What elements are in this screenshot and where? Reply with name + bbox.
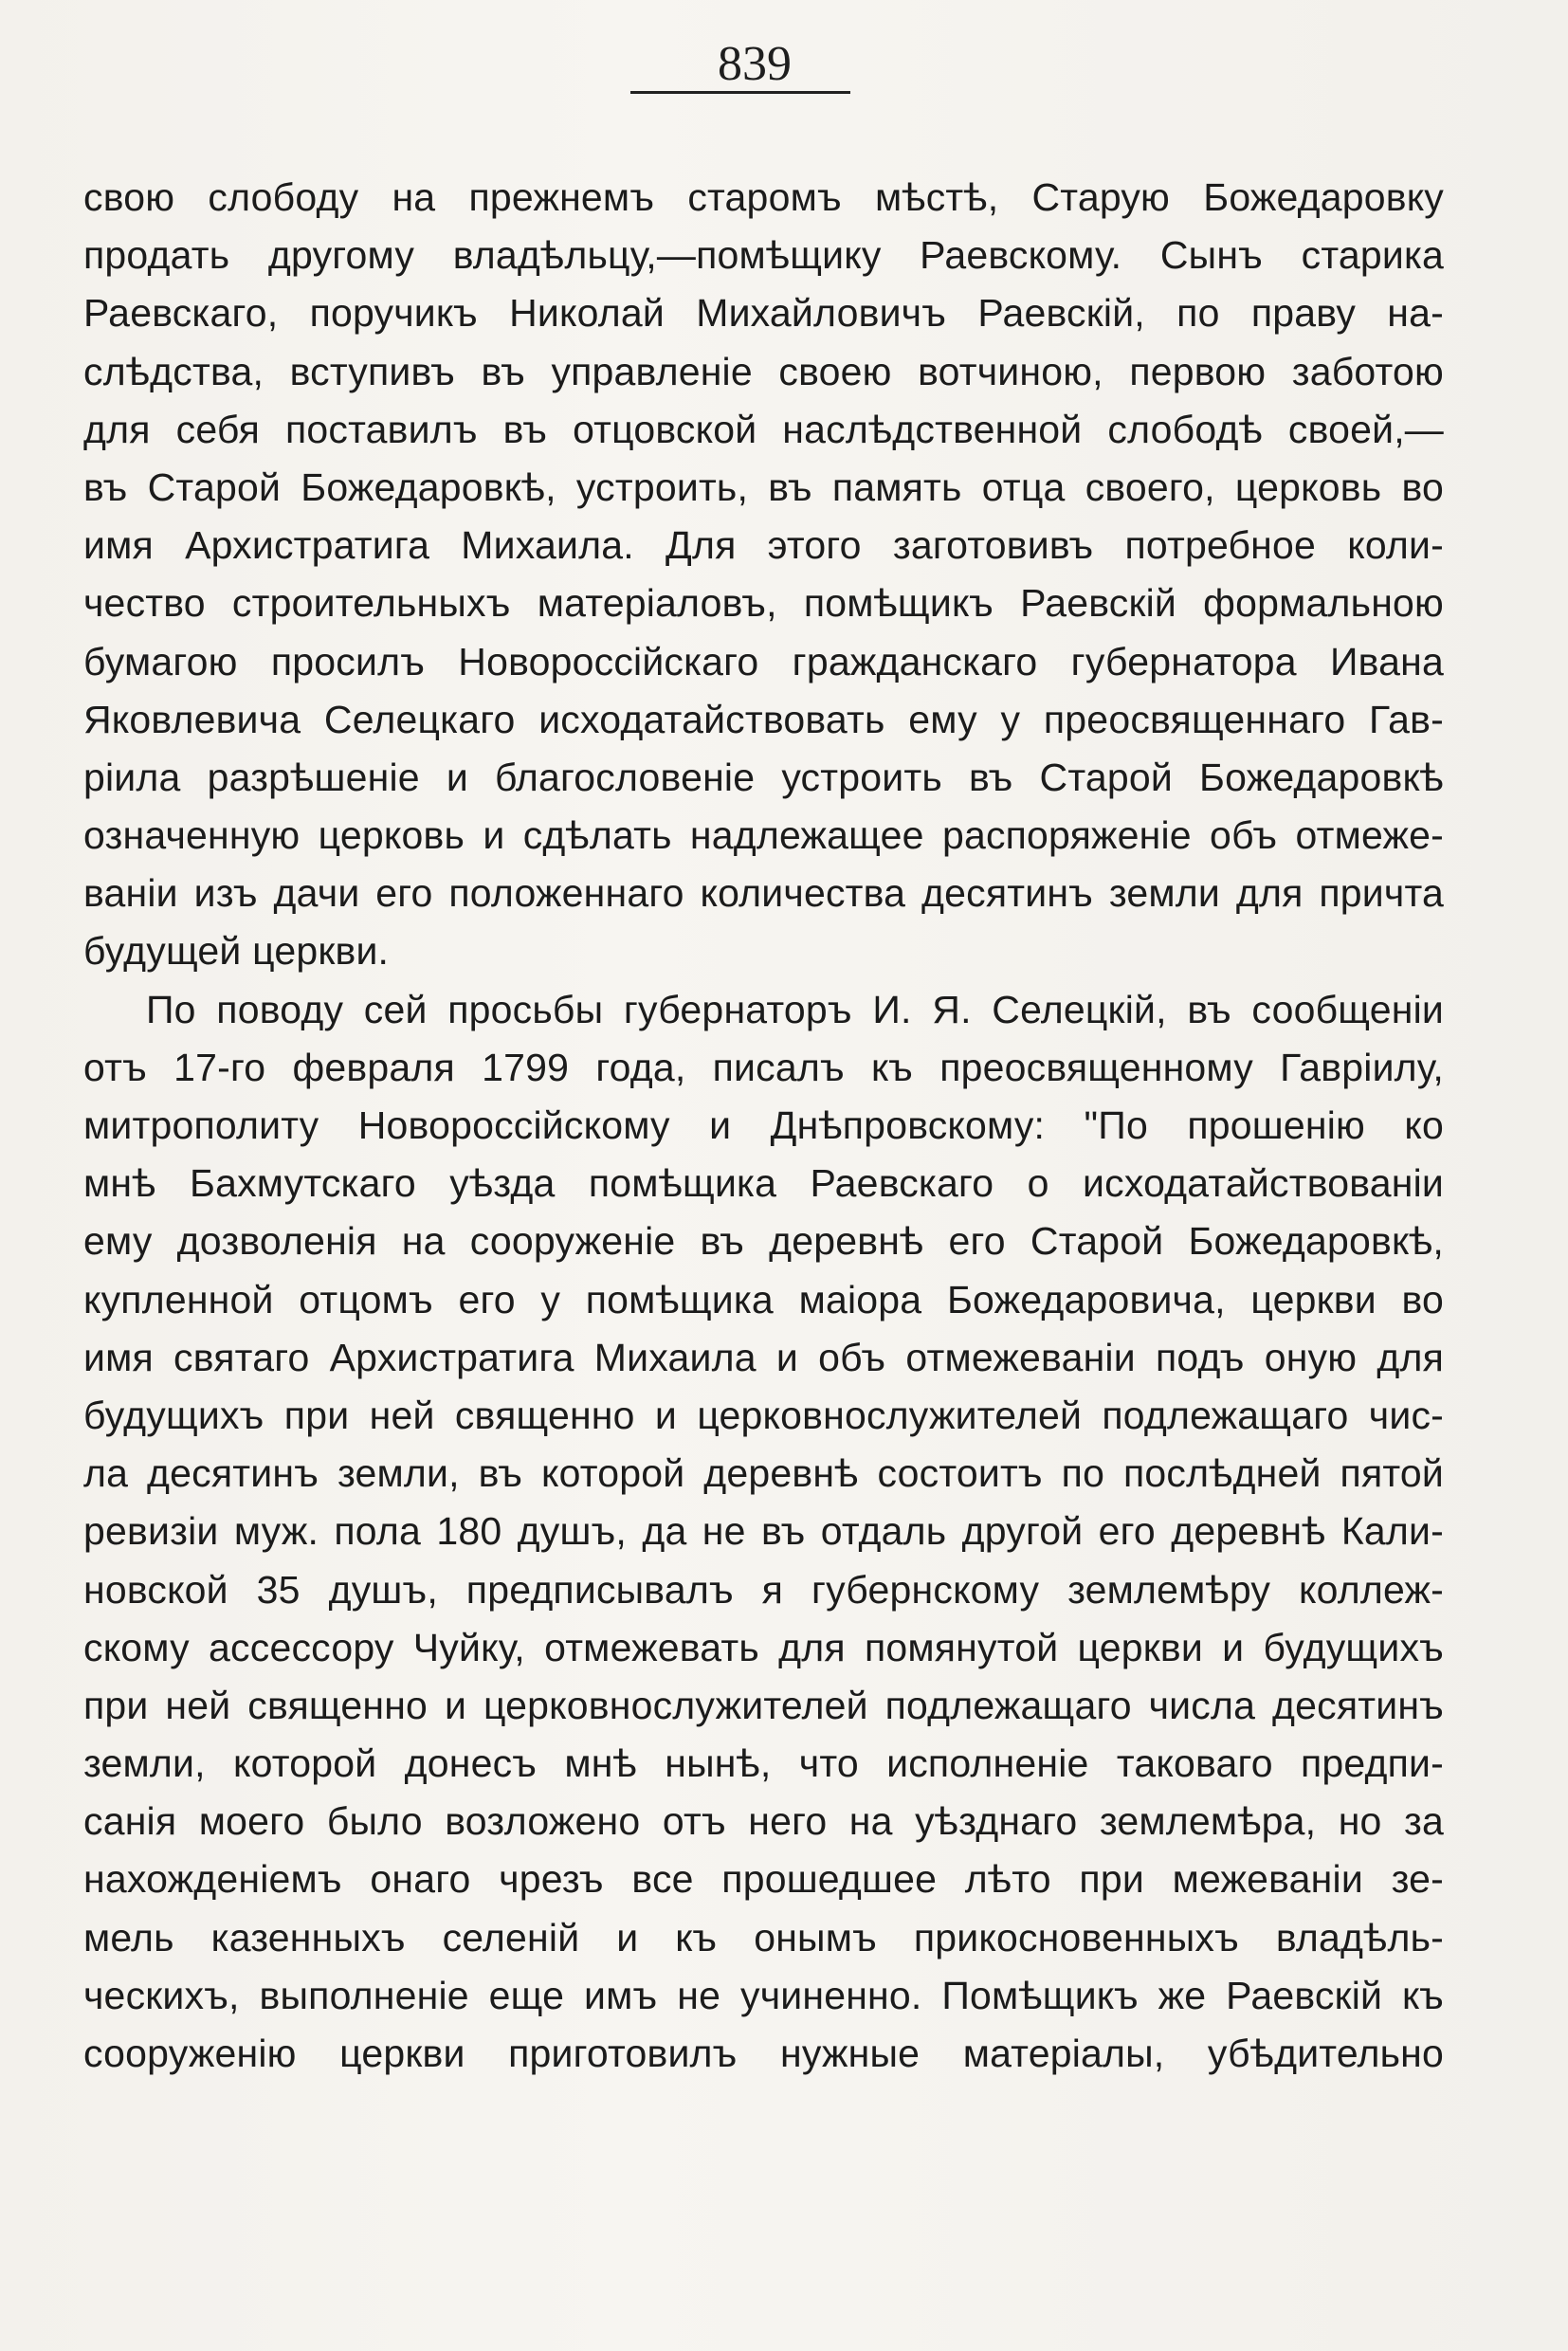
text-line: свою слободу на прежнемъ старомъ мѣстѣ, Старую Божедаровку: [83, 175, 1444, 219]
text-line: земли, которой донесъ мнѣ нынѣ, что исполненіе таковаго предпи-: [83, 1741, 1444, 1786]
page-number: 839: [718, 37, 792, 91]
text-line: сооруженію церкви приготовилъ нужные матеріалы, убѣдительно: [83, 2032, 1444, 2075]
text-line: будущихъ при ней священно и церковнослужителей подлежащаго чис-: [83, 1393, 1444, 1437]
text-line: ріила разрѣшеніе и благословеніе устроить въ Старой Божедаровкѣ: [83, 755, 1444, 799]
text-line: при ней священно и церковнослужителей подлежащаго числа десятинъ: [83, 1683, 1444, 1727]
text-line: ему дозволенія на сооруженіе въ деревнѣ его Старой Божедаровкѣ,: [83, 1219, 1444, 1264]
text-line: По поводу сей просьбы губернаторъ И. Я. Селецкій, въ сообщеніи: [146, 987, 1444, 1031]
text-line: ческихъ, выполненіе еще имъ не учиненно. Помѣщикъ же Раевскій къ: [83, 1973, 1444, 2017]
text-line: въ Старой Божедаровкѣ, устроить, въ память отца своего, церковь во: [83, 465, 1444, 509]
body-text: [83, 169, 1444, 2083]
text-line: Раевскаго, поручикъ Николай Михайловичъ Раевскій, по праву на-: [83, 291, 1444, 336]
text-line: ревизіи муж. пола 180 душъ, да не въ отдаль другой его деревнѣ Кали-: [83, 1509, 1444, 1554]
text-line: отъ 17-го февраля 1799 года, писалъ къ преосвященному Гавріилу,: [83, 1045, 1444, 1089]
page-header: [0, 36, 1568, 93]
text-line: имя святаго Архистратига Михаила и объ отмежеваніи подъ оную для: [83, 1335, 1444, 1379]
text-line: ла десятинъ земли, въ которой деревнѣ состоитъ по послѣдней пятой: [83, 1451, 1444, 1496]
text-line: для себя поставилъ въ отцовской наслѣдственной слободѣ своей,—: [83, 407, 1444, 451]
text-line: санія моего было возложено отъ него на уѣзднаго землемѣра, но за: [83, 1799, 1444, 1844]
text-line: нахожденіемъ онаго чрезъ все прошедшее лѣто при межеваніи зе-: [83, 1857, 1444, 1902]
text-line: чество строительныхъ матеріаловъ, помѣщикъ Раевскій формальною: [83, 581, 1444, 626]
text-line: мнѣ Бахмутскаго уѣзда помѣщика Раевскаго о исходатайствованіи: [83, 1161, 1444, 1206]
text-line: мель казенныхъ селеній и къ онымъ прикосновенныхъ владѣль-: [83, 1915, 1444, 1959]
text-line: новской 35 душъ, предписывалъ я губернскому землемѣру коллеж-: [83, 1567, 1444, 1612]
text-line: означенную церковь и сдѣлать надлежащее распоряженіе объ отмеже-: [83, 813, 1444, 858]
header-rule: [630, 91, 850, 94]
text-line: купленной отцомъ его у помѣщика маіора Божедаровича, церкви во: [83, 1277, 1444, 1321]
text-line: скому ассессору Чуйку, отмежевать для помянутой церкви и будущихъ: [83, 1625, 1444, 1669]
text-line: слѣдства, вступивъ въ управленіе своею вотчиною, первою заботою: [83, 349, 1444, 393]
text-line: будущей церкви.: [83, 929, 390, 974]
text-line: продать другому владѣльцу,—помѣщику Раевскому. Сынъ старика: [83, 233, 1444, 278]
text-line: митрополиту Новороссійскому и Днѣпровскому: "По прошенію ко: [83, 1103, 1444, 1147]
text-line: Яковлевича Селецкаго исходатайствовать ему у преосвященнаго Гав-: [83, 697, 1444, 741]
text-line: имя Архистратига Михаила. Для этого заготовивъ потребное коли-: [83, 523, 1444, 568]
text-line: бумагою просилъ Новороссійскаго гражданскаго губернатора Ивана: [83, 639, 1444, 683]
text-line: ваніи изъ дачи его положеннаго количества десятинъ земли для причта: [83, 871, 1444, 916]
